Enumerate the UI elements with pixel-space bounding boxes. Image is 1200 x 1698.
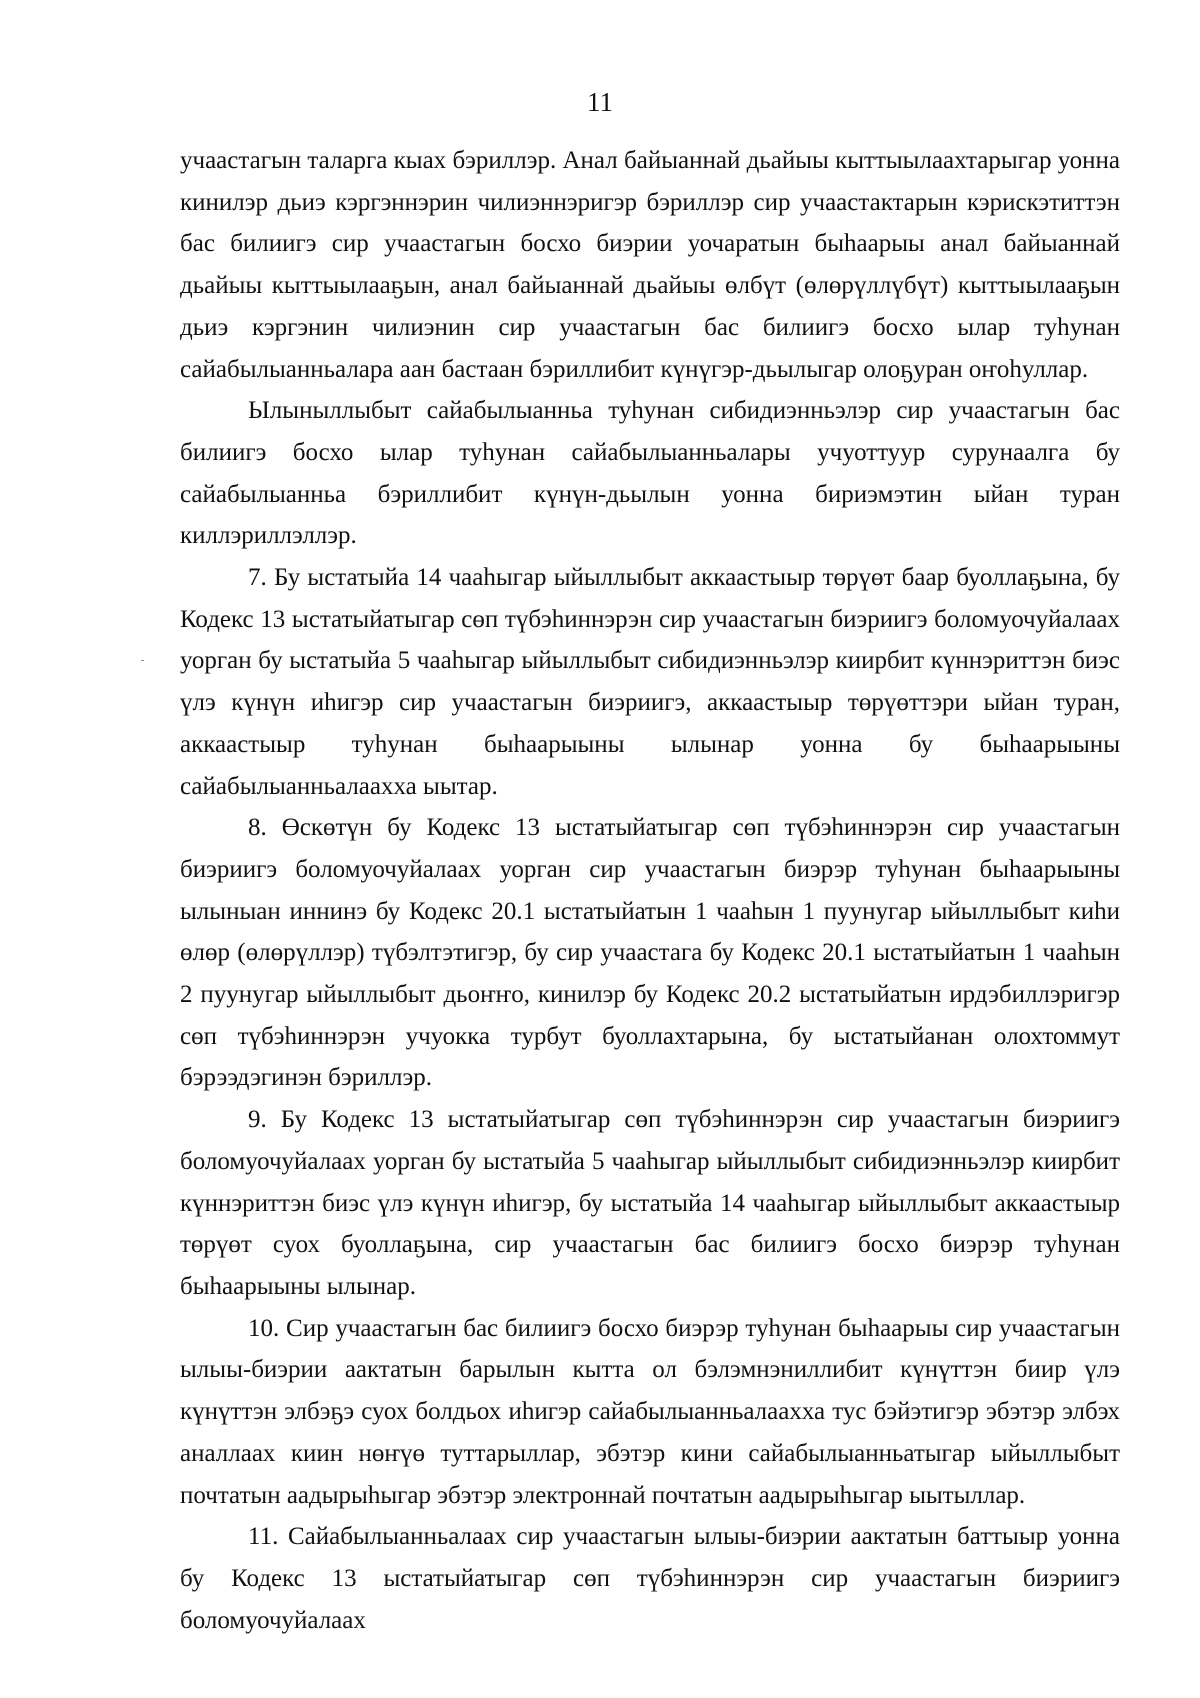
paragraph-item-9: 9. Бу Кодекс 13 ыстатыйатыгар сөп түбэһиннэрэн сир учаастагын биэриигэ боломуочуйалаах уорган бу ыстатыйа 5 чааһыгар ыйыллыбыт сибидиэнньэлэр киирбит күннэриттэн биэс үлэ күнүн иһигэр, бу ыстатыйа 14 чааһыгар ыйыллыбыт аккаастыыр төрүөт суох буоллаҕына, сир учаастагын бас билиигэ босхо биэрэр туһунан быһаарыыны ылынар. (180, 1106, 1120, 1300)
scan-margin-mark (141, 660, 144, 661)
paragraph-continuation: учаастагын таларга кыах бэриллэр. Анал байыаннай дьайыы кыттыылаахтарыгар уонна кинилэр дьиэ кэргэннэрин чилиэннэригэр бэриллэр сир учаастактарын кэрискэтиттэн бас билиигэ сир учаастагын босхо биэрии уочаратын быһаарыы анал байыаннай дьайыы кыттыылааҕын, анал байыаннай дьайыы өлбүт (өлөрүллүбүт) кыттыылааҕын дьиэ кэргэнин чилиэнин сир учаастагын бас билиигэ босхо ылар туһунан сайабылыанньалара аан бастаан бэриллибит күнүгэр-дьылыгар олоҕуран оҥоһуллар. (180, 147, 1120, 383)
paragraph-item-7: 7. Бу ыстатыйа 14 чааһыгар ыйыллыбыт аккаастыыр төрүөт баар буоллаҕына, бу Кодекс 13 ыстатыйатыгар сөп түбэһиннэрэн сир учаастагын биэриигэ боломуочуйалаах уорган бу ыстатыйа 5 чааһыгар ыйыллыбыт сибидиэнньэлэр киирбит күннэриттэн биэс үлэ күнүн иһигэр сир учаастагын биэриигэ, аккаастыыр төрүөттэри ыйан туран, аккаастыыр туһунан быһаарыыны ылынар уонна бу быһаарыыны сайабылыанньалаахха ыытар. (180, 564, 1120, 800)
page-number: 11 (587, 87, 613, 117)
paragraph-item-8: 8. Өскөтүн бу Кодекс 13 ыстатыйатыгар сөп түбэһиннэрэн сир учаастагын биэриигэ боломуочуйалаах уорган сир учаастагын биэрэр туһунан быһаарыыны ылыныан иннинэ бу Кодекс 20.1 ыстатыйатын 1 чааһын 1 пуунугар ыйыллыбыт киһи өлөр (өлөрүллэр) түбэлтэтигэр, бу сир учаастага бу Кодекс 20.1 ыстатыйатын 1 чааһын 2 пуунугар ыйыллыбыт дьоҥҥо, кинилэр бу Кодекс 20.2 ыстатыйатын ирдэбиллэригэр сөп түбэһиннэрэн учуокка турбут буоллахтарына, бу ыстатыйанан олохтоммут бэрээдэгинэн бэриллэр. (180, 814, 1120, 1092)
paragraph-item-11: 11. Сайабылыанньалаах сир учаастагын ылыы-биэрии аактатын баттыыр уонна бу Кодекс 13 ыстатыйатыгар сөп түбэһиннэрэн сир учаастагын биэриигэ боломуочуйалаах (180, 1523, 1120, 1634)
document-body (180, 140, 1120, 1641)
paragraph-item-10: 10. Сир учаастагын бас билиигэ босхо биэрэр туһунан быһаарыы сир учаастагын ылыы-биэрии аактатын барылын кытта ол бэлэмнэниллибит күнүттэн биир үлэ күнүттэн элбэҕэ суох болдьох иһигэр сайабылыанньалаахха тус бэйэтигэр эбэтэр элбэх аналлаах киин нөҥүө туттарыллар, эбэтэр кини сайабылыанньатыгар ыйыллыбыт почтатын аадырыһыгар эбэтэр электроннай почтатын аадырыһыгар ыытыллар. (180, 1314, 1120, 1509)
paragraph: Ылыныллыбыт сайабылыанньа туһунан сибидиэнньэлэр сир учаастагын бас билиигэ босхо ылар туһунан сайабылыанньалары учуоттуур сурунаалга бу сайабылыанньа бэриллибит күнүн-дьылын уонна бириэмэтин ыйан туран киллэриллэллэр. (180, 397, 1120, 550)
